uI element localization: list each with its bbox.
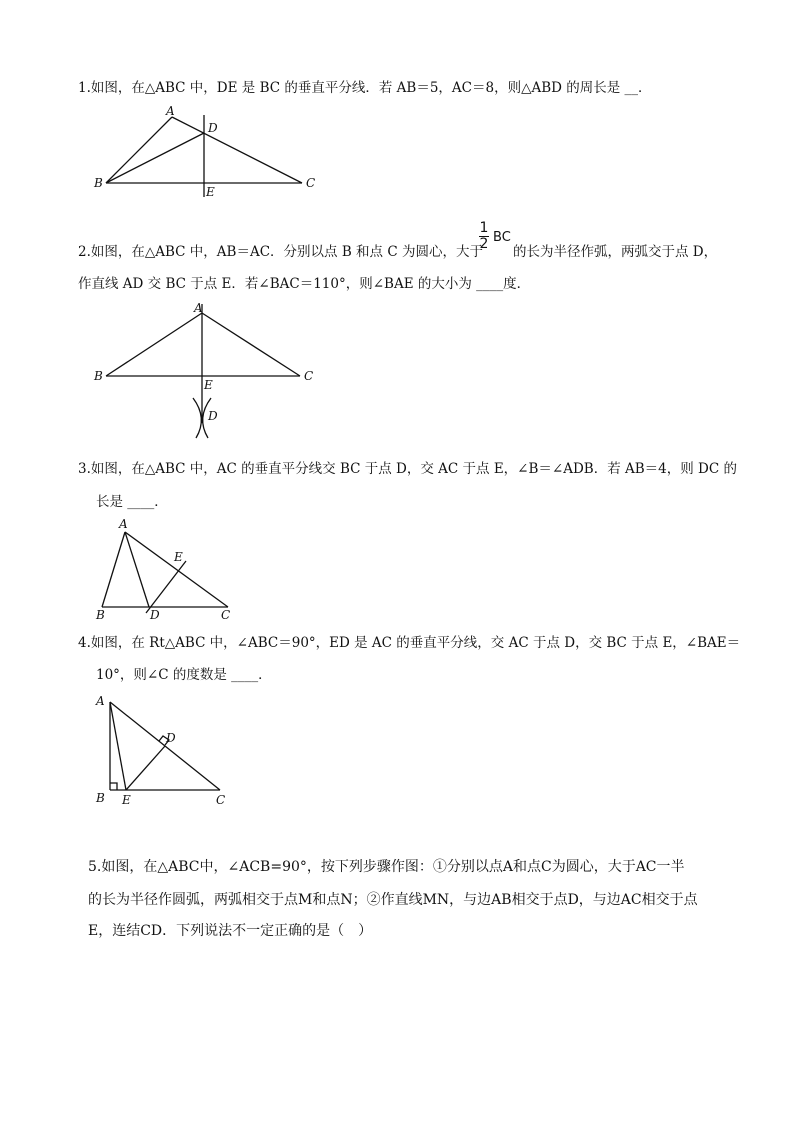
q1-text: 1.如图，在△ABC 中，DE 是 BC 的垂直平分线．若 AB＝5，AC＝8，则△ABD 的周长是 __．: [78, 80, 652, 96]
q4-label-e: E: [122, 793, 131, 807]
q2-arc-from-b: [193, 398, 201, 438]
q2-text-part2: 的长为半径作弧，两弧交于点 D，: [513, 244, 718, 260]
q4-label-c: C: [216, 793, 226, 807]
q3-label-c: C: [221, 608, 231, 622]
q2-label-e: E: [204, 378, 213, 392]
q3-label-e: E: [174, 550, 183, 564]
q2-text-line2: 作直线 AD 交 BC 于点 E．若∠BAC＝110°，则∠BAE 的大小为 ____度．: [78, 276, 531, 292]
q2-side-ac: [202, 313, 300, 376]
q3-label-a: A: [119, 517, 128, 531]
q2-label-c: C: [304, 369, 314, 383]
q2-side-ab: [106, 313, 202, 376]
q1-label-c: C: [306, 176, 316, 190]
q1-figure: [90, 105, 330, 200]
q1-label-e: E: [206, 185, 215, 199]
q2-fraction-denominator: 2: [479, 236, 489, 252]
q3-figure: [90, 515, 250, 625]
q4-label-b: B: [96, 791, 105, 805]
q3-segment-ad: [125, 532, 149, 607]
q4-text-line2: 10°，则∠C 的度数是 ____．: [96, 667, 272, 683]
q3-label-d: D: [150, 608, 160, 622]
q5-text-line2: 的长为半径作圆弧，两弧相交于点M和点N；②作直线MN，与边AB相交于点D，与边AC相交于点: [88, 892, 698, 908]
q3-text-line2: 长是 ____．: [96, 494, 168, 510]
q2-label-b: B: [94, 369, 103, 383]
q2-label-a: A: [194, 301, 203, 315]
q3-side-ab: [102, 532, 125, 607]
q3-text-line1: 3.如图，在△ABC 中，AC 的垂直平分线交 BC 于点 D，交 AC 于点 E，∠B＝∠ADB．若 AB＝4，则 DC 的: [78, 461, 738, 477]
q2-label-d: D: [208, 409, 218, 423]
q1-label-b: B: [94, 176, 103, 190]
q5-text-line1: 5.如图，在△ABC中，∠ACB=90°，按下列步骤作图：①分别以点A和点C为圆心，大于AC一半: [88, 859, 685, 875]
q1-segment-bd: [106, 133, 204, 183]
q2-fraction-numerator: 1: [479, 220, 489, 236]
q4-segment-ed: [126, 746, 165, 790]
q2-fraction: [479, 221, 489, 252]
q2-text-part1: 2.如图，在△ABC 中，AB＝AC．分别以点 B 和点 C 为圆心，大于: [78, 244, 483, 260]
q3-side-ac: [125, 532, 228, 607]
q2-fraction-tail: BC: [493, 230, 511, 245]
q4-label-a: A: [96, 694, 105, 708]
q3-label-b: B: [96, 608, 105, 622]
q2-figure: [90, 298, 330, 443]
q5-text-line3: E，连结CD．下列说法不一定正确的是（ ）: [88, 923, 373, 939]
q1-label-d: D: [208, 121, 218, 135]
q1-label-a: A: [166, 104, 175, 118]
q4-text-line1: 4.如图，在 Rt△ABC 中，∠ABC＝90°，ED 是 AC 的垂直平分线，交 AC 于点 D，交 BC 于点 E，∠BAE＝: [78, 635, 741, 651]
q4-right-angle-mark-b: [110, 783, 117, 790]
q1-side-ab: [106, 117, 172, 183]
q4-figure: [90, 690, 250, 810]
q4-label-d: D: [166, 731, 176, 745]
q3-perpendicular-bisector: [146, 561, 186, 613]
q1-side-ac: [172, 117, 302, 183]
q4-segment-ae: [110, 702, 126, 790]
